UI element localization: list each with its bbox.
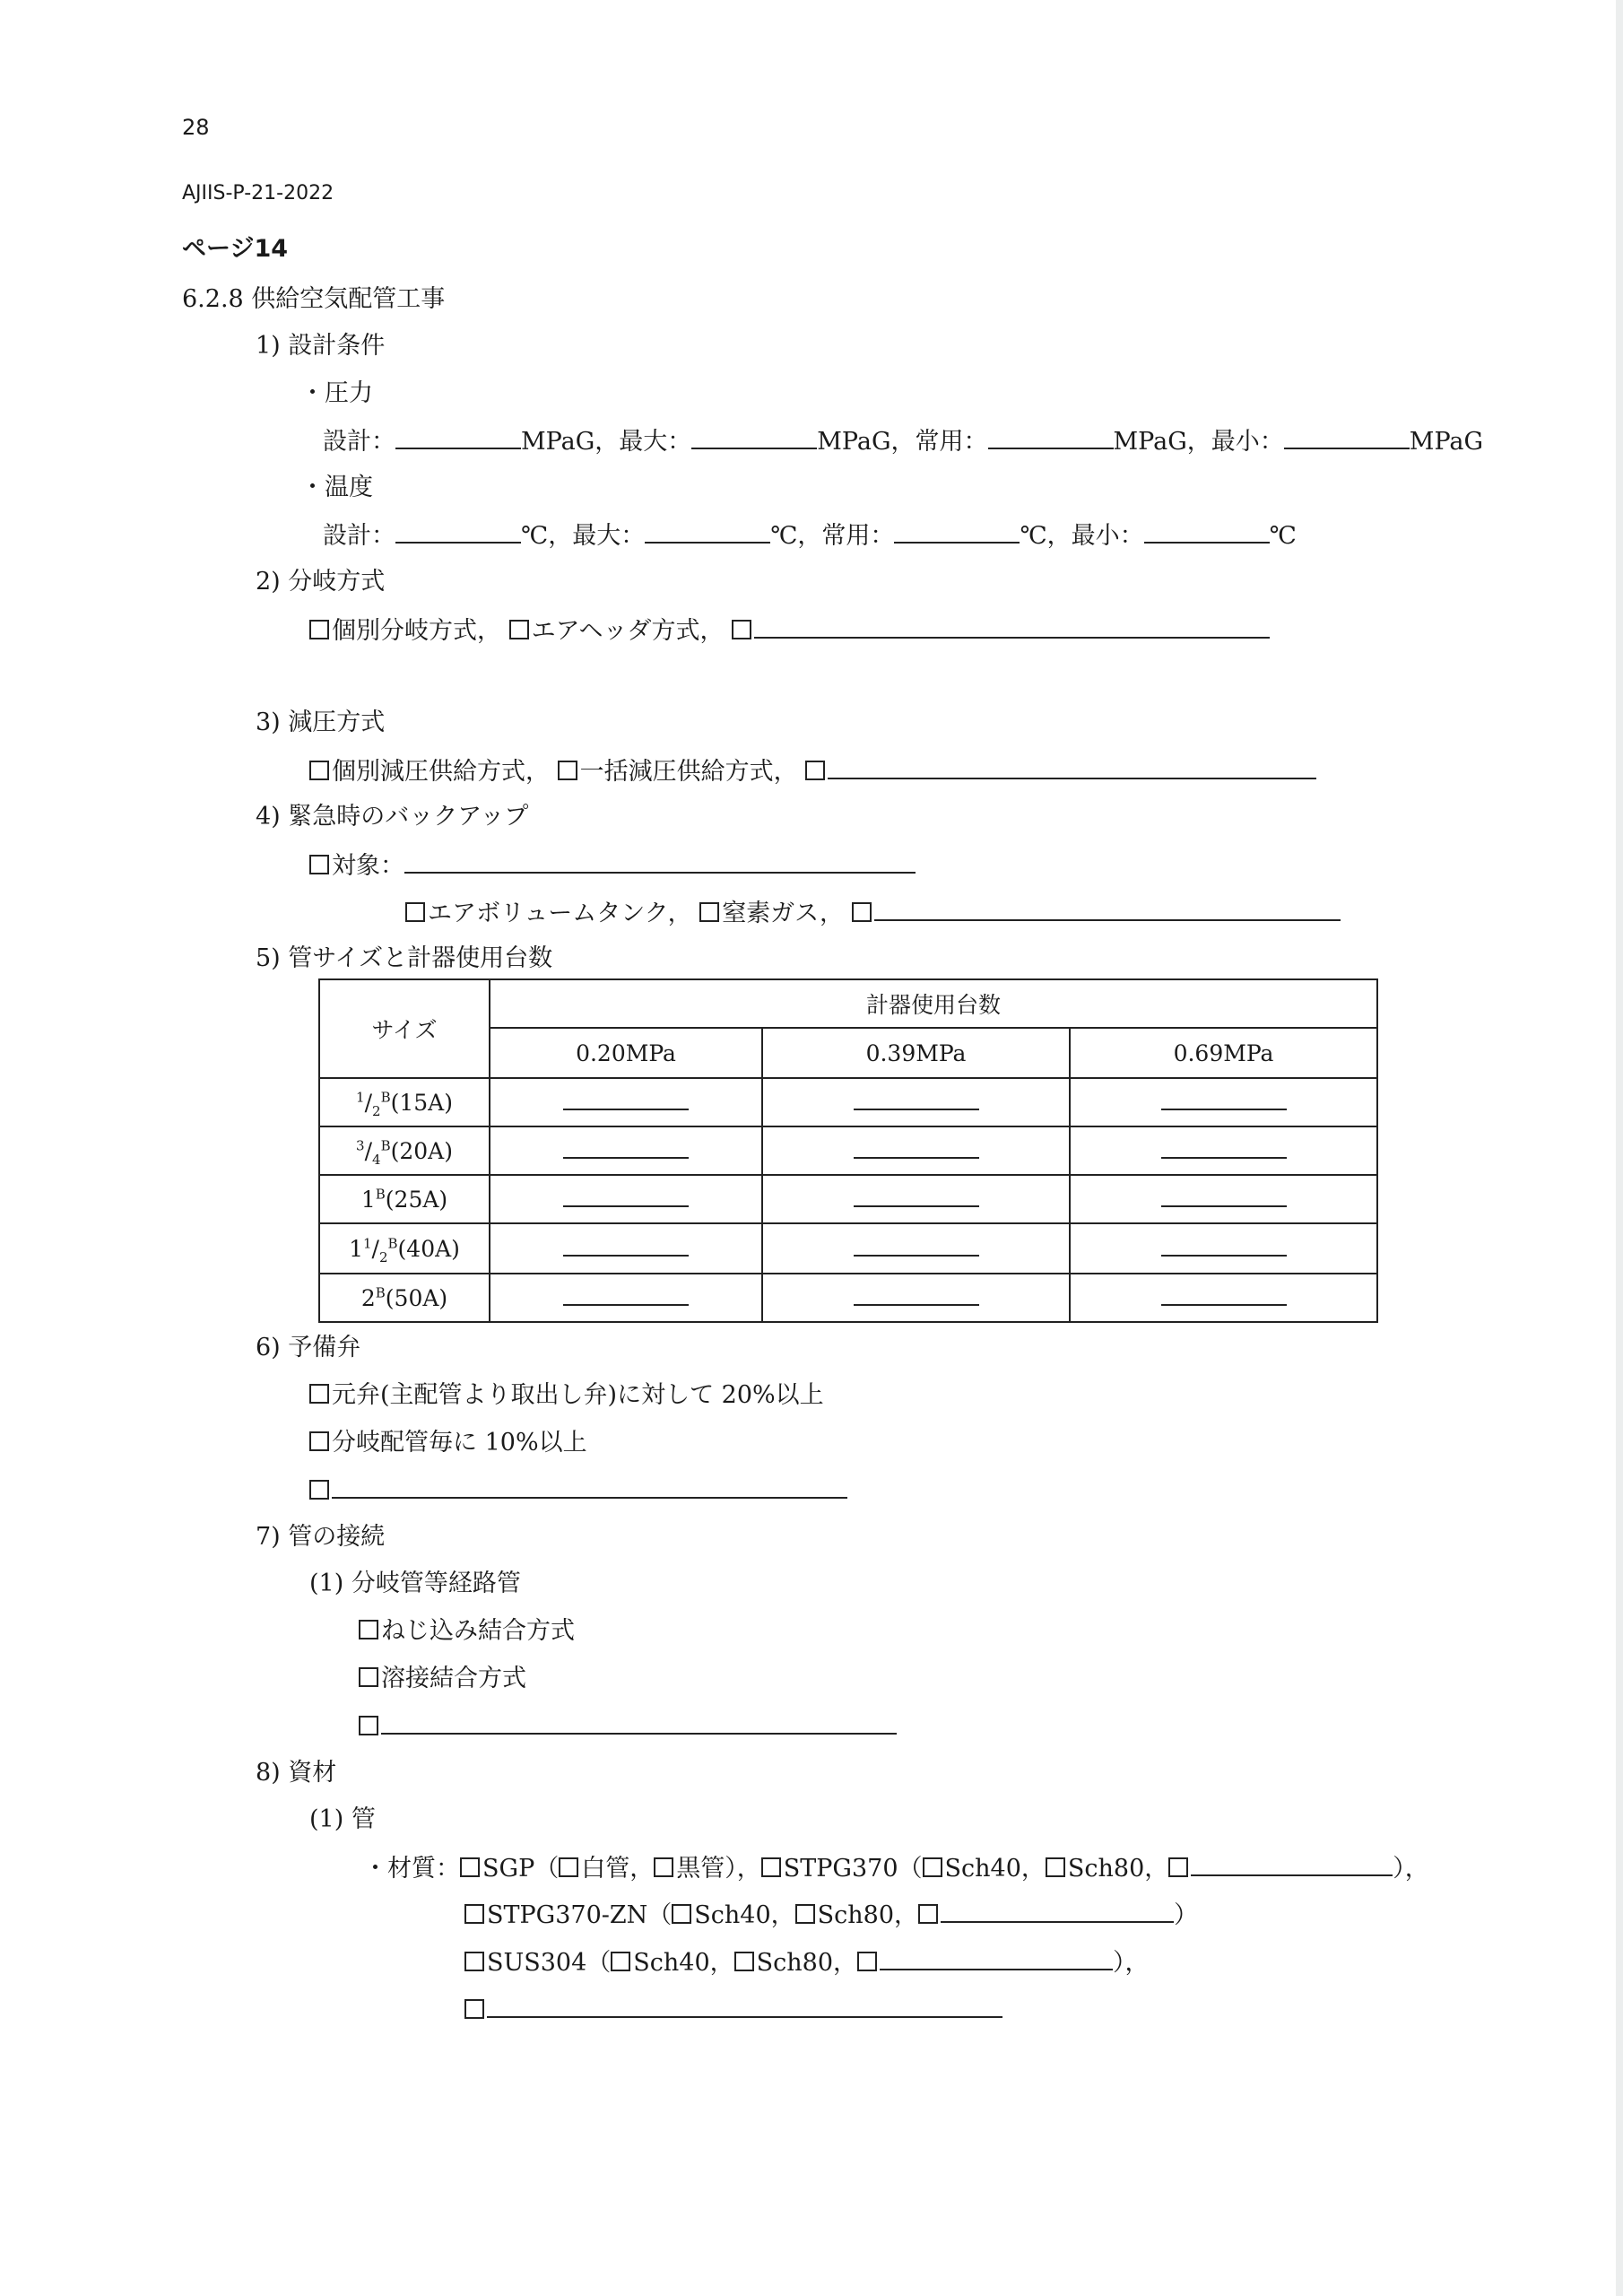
sgp-label: SGP（	[482, 1855, 560, 1883]
stpg370-zn-label: STPG370-ZN（	[487, 1901, 673, 1929]
count-field[interactable]	[563, 1286, 689, 1306]
table-row	[319, 1175, 1377, 1223]
option-individual-reduction: 個別減圧供給方式，	[332, 758, 550, 786]
temp-min-label: ℃，最小：	[1020, 522, 1144, 550]
connection-opt2-line	[359, 1666, 526, 1691]
connection-opt1-line	[359, 1619, 575, 1643]
heading-branch-method: 2) 分岐方式	[256, 568, 386, 596]
checkbox-stpg370-zn[interactable]	[464, 1904, 484, 1924]
count-field[interactable]	[563, 1237, 689, 1257]
count-field[interactable]	[563, 1091, 689, 1110]
zn-other-field[interactable]	[941, 1901, 1174, 1923]
heading-pressure-reduction: 3) 減圧方式	[256, 709, 386, 736]
pressure-header: 0.39MPa	[762, 1028, 1070, 1078]
checkbox-connection-other[interactable]	[359, 1716, 378, 1735]
checkbox-reduction-other[interactable]	[805, 761, 825, 780]
temp-normal-field[interactable]	[894, 522, 1020, 544]
col-group-header: 計器使用台数	[490, 979, 1377, 1028]
spare-opt2-line	[309, 1431, 587, 1455]
option-bulk-reduction: 一括減圧供給方式，	[579, 758, 798, 786]
count-field[interactable]	[854, 1091, 979, 1110]
sus304-label: SUS304（	[487, 1949, 612, 1977]
option-air-header: エアヘッダ方式，	[531, 617, 725, 645]
backup-target-label: 対象：	[332, 852, 404, 880]
checkbox-stpg-other[interactable]	[1168, 1857, 1188, 1877]
checkbox-sch40[interactable]	[923, 1857, 942, 1877]
pressure-header: 0.20MPa	[490, 1028, 762, 1078]
count-field[interactable]	[854, 1286, 979, 1306]
temp-max-label: ℃，最大：	[521, 522, 646, 550]
table-row	[319, 1126, 1377, 1175]
material-line-1	[363, 1855, 1429, 1881]
section-title: 6.2.8 供給空気配管工事	[182, 285, 446, 313]
temperature-line	[323, 522, 1297, 548]
checkbox-threaded[interactable]	[359, 1620, 378, 1639]
backup-target-line	[309, 852, 916, 878]
checkbox-stpg370[interactable]	[761, 1857, 781, 1877]
pressure-header: 0.69MPa	[1070, 1028, 1377, 1078]
count-field[interactable]	[1161, 1139, 1287, 1159]
pressure-min-field[interactable]	[1284, 428, 1410, 449]
checkbox-backup-other[interactable]	[852, 902, 872, 922]
pressure-normal-field[interactable]	[988, 428, 1114, 449]
pressure-label: ・圧力	[300, 379, 373, 407]
table-row	[319, 1223, 1377, 1274]
size-cell: $2^B(50A)$	[319, 1274, 490, 1322]
close-paren: ）	[1174, 1901, 1199, 1929]
pipe-size-table	[318, 978, 1378, 1323]
option-individual-branch: 個別分岐方式，	[332, 617, 501, 645]
backup-other-field[interactable]	[874, 900, 1341, 921]
checkbox-material-other[interactable]	[464, 1999, 484, 2019]
spare-opt1-line	[309, 1383, 824, 1407]
table-row	[319, 1274, 1377, 1322]
sch40-label: Sch40，	[694, 1901, 795, 1929]
heading-pipe-connection: 7) 管の接続	[256, 1523, 386, 1551]
checkbox-air-volume-tank[interactable]	[405, 902, 425, 922]
heading-materials: 8) 資材	[256, 1759, 337, 1787]
page-number: 28	[182, 115, 210, 140]
checkbox-sus-other[interactable]	[857, 1952, 877, 1971]
sch80-label: Sch80，	[817, 1901, 919, 1929]
option-main-valve: 元弁(主配管より取出し弁)に対して 20%以上	[332, 1381, 824, 1409]
branch-other-field[interactable]	[754, 617, 1270, 639]
stpg-other-field[interactable]	[1191, 1855, 1393, 1876]
reduction-options	[309, 758, 1316, 784]
close-paren: ），	[1113, 1949, 1150, 1977]
temperature-label: ・温度	[300, 474, 373, 501]
option-threaded: ねじ込み結合方式	[381, 1617, 575, 1645]
count-field[interactable]	[1161, 1237, 1287, 1257]
checkbox-branch-pipe[interactable]	[309, 1431, 329, 1451]
close-paren: ），	[1393, 1855, 1429, 1883]
temp-design-field[interactable]	[395, 522, 521, 544]
count-field[interactable]	[563, 1187, 689, 1207]
backup-target-field[interactable]	[404, 852, 916, 874]
sch40-label: Sch40，	[944, 1855, 1046, 1883]
size-cell: $1^B(25A)$	[319, 1175, 490, 1223]
checkbox-spare-other[interactable]	[309, 1480, 329, 1500]
sch80-label: Sch80，	[756, 1949, 858, 1977]
temp-design-label: 設計：	[323, 522, 395, 550]
sch40-label: Sch40，	[633, 1949, 734, 1977]
checkbox-sus304[interactable]	[464, 1952, 484, 1971]
checkbox-sus-sch80[interactable]	[734, 1952, 754, 1971]
checkbox-zn-other[interactable]	[918, 1904, 938, 1924]
size-cell: $1^1/_2^B(40A)$	[319, 1223, 490, 1274]
count-field[interactable]	[854, 1187, 979, 1207]
material-label: ・材質：	[363, 1855, 460, 1883]
heading-design-conditions: 1) 設計条件	[256, 332, 386, 360]
pressure-max-label: MPaG，最大：	[521, 428, 692, 456]
temp-normal-label: ℃，常用：	[770, 522, 895, 550]
option-welded: 溶接結合方式	[381, 1665, 526, 1692]
spare-other-line	[309, 1477, 847, 1503]
temp-max-field[interactable]	[645, 522, 770, 544]
checkbox-sch80[interactable]	[1046, 1857, 1065, 1877]
option-branch-pipe: 分岐配管毎に 10%以上	[332, 1429, 587, 1457]
pressure-unit: MPaG	[1409, 428, 1484, 456]
material-line-4	[464, 1996, 1002, 2022]
doc-code: AJIIS-P-21-2022	[182, 182, 334, 204]
option-air-volume-tank: エアボリュームタンク，	[428, 900, 692, 927]
checkbox-sus-sch40[interactable]	[611, 1952, 630, 1971]
page-ref: ページ14	[182, 235, 289, 263]
branch-options	[309, 617, 1270, 643]
checkbox-nitrogen[interactable]	[699, 902, 719, 922]
checkbox-air-header[interactable]	[509, 620, 529, 639]
material-other-field[interactable]	[487, 1996, 1002, 2018]
table-row	[319, 1078, 1377, 1126]
reduction-other-field[interactable]	[828, 758, 1316, 779]
count-field[interactable]	[854, 1237, 979, 1257]
checkbox-zn-sch40[interactable]	[672, 1904, 691, 1924]
checkbox-zn-sch80[interactable]	[795, 1904, 815, 1924]
spare-other-field[interactable]	[332, 1477, 847, 1499]
pressure-max-field[interactable]	[691, 428, 817, 449]
connection-other-line	[359, 1713, 897, 1739]
checkbox-individual-branch[interactable]	[309, 620, 329, 639]
checkbox-individual-reduction[interactable]	[309, 761, 329, 780]
checkbox-welded[interactable]	[359, 1667, 378, 1687]
size-cell: $^1/_2^B(15A)$	[319, 1078, 490, 1126]
sch80-label: Sch80，	[1067, 1855, 1169, 1883]
sub-branch-route: (1) 分岐管等経路管	[309, 1570, 521, 1597]
sus-other-field[interactable]	[880, 1949, 1113, 1970]
col-size-header: サイズ	[319, 979, 490, 1078]
checkbox-backup-target[interactable]	[309, 855, 329, 874]
backup-options	[405, 900, 1341, 926]
count-field[interactable]	[1161, 1286, 1287, 1306]
black-pipe-label: 黒管），	[676, 1855, 761, 1883]
material-line-3	[464, 1949, 1150, 1975]
count-field[interactable]	[563, 1139, 689, 1159]
option-nitrogen: 窒素ガス，	[722, 900, 844, 927]
pressure-min-label: MPaG，最小：	[1113, 428, 1284, 456]
pressure-design-field[interactable]	[395, 428, 521, 449]
checkbox-black-pipe[interactable]	[654, 1857, 673, 1877]
heading-spare-valves: 6) 予備弁	[256, 1334, 361, 1361]
pressure-normal-label: MPaG，常用：	[817, 428, 988, 456]
white-pipe-label: 白管，	[581, 1855, 655, 1883]
temp-min-field[interactable]	[1144, 522, 1270, 544]
count-field[interactable]	[1161, 1187, 1287, 1207]
checkbox-sgp[interactable]	[460, 1857, 480, 1877]
size-cell: $^3/_4^B(20A)$	[319, 1126, 490, 1175]
pressure-design-label: 設計：	[323, 428, 395, 456]
checkbox-branch-other[interactable]	[732, 620, 751, 639]
page-edge	[1616, 0, 1623, 2296]
heading-emergency-backup: 4) 緊急時のバックアップ	[256, 803, 529, 831]
heading-pipe-size: 5) 管サイズと計器使用台数	[256, 944, 553, 972]
count-field[interactable]	[854, 1139, 979, 1159]
checkbox-bulk-reduction[interactable]	[558, 761, 577, 780]
pressure-line	[323, 428, 1483, 454]
checkbox-white-pipe[interactable]	[559, 1857, 578, 1877]
checkbox-main-valve[interactable]	[309, 1384, 329, 1404]
temp-unit: ℃	[1269, 522, 1297, 550]
material-line-2	[464, 1901, 1198, 1927]
sub-pipe: (1) 管	[309, 1805, 376, 1833]
connection-other-field[interactable]	[381, 1713, 897, 1735]
count-field[interactable]	[1161, 1091, 1287, 1110]
stpg370-label: STPG370（	[783, 1855, 923, 1883]
